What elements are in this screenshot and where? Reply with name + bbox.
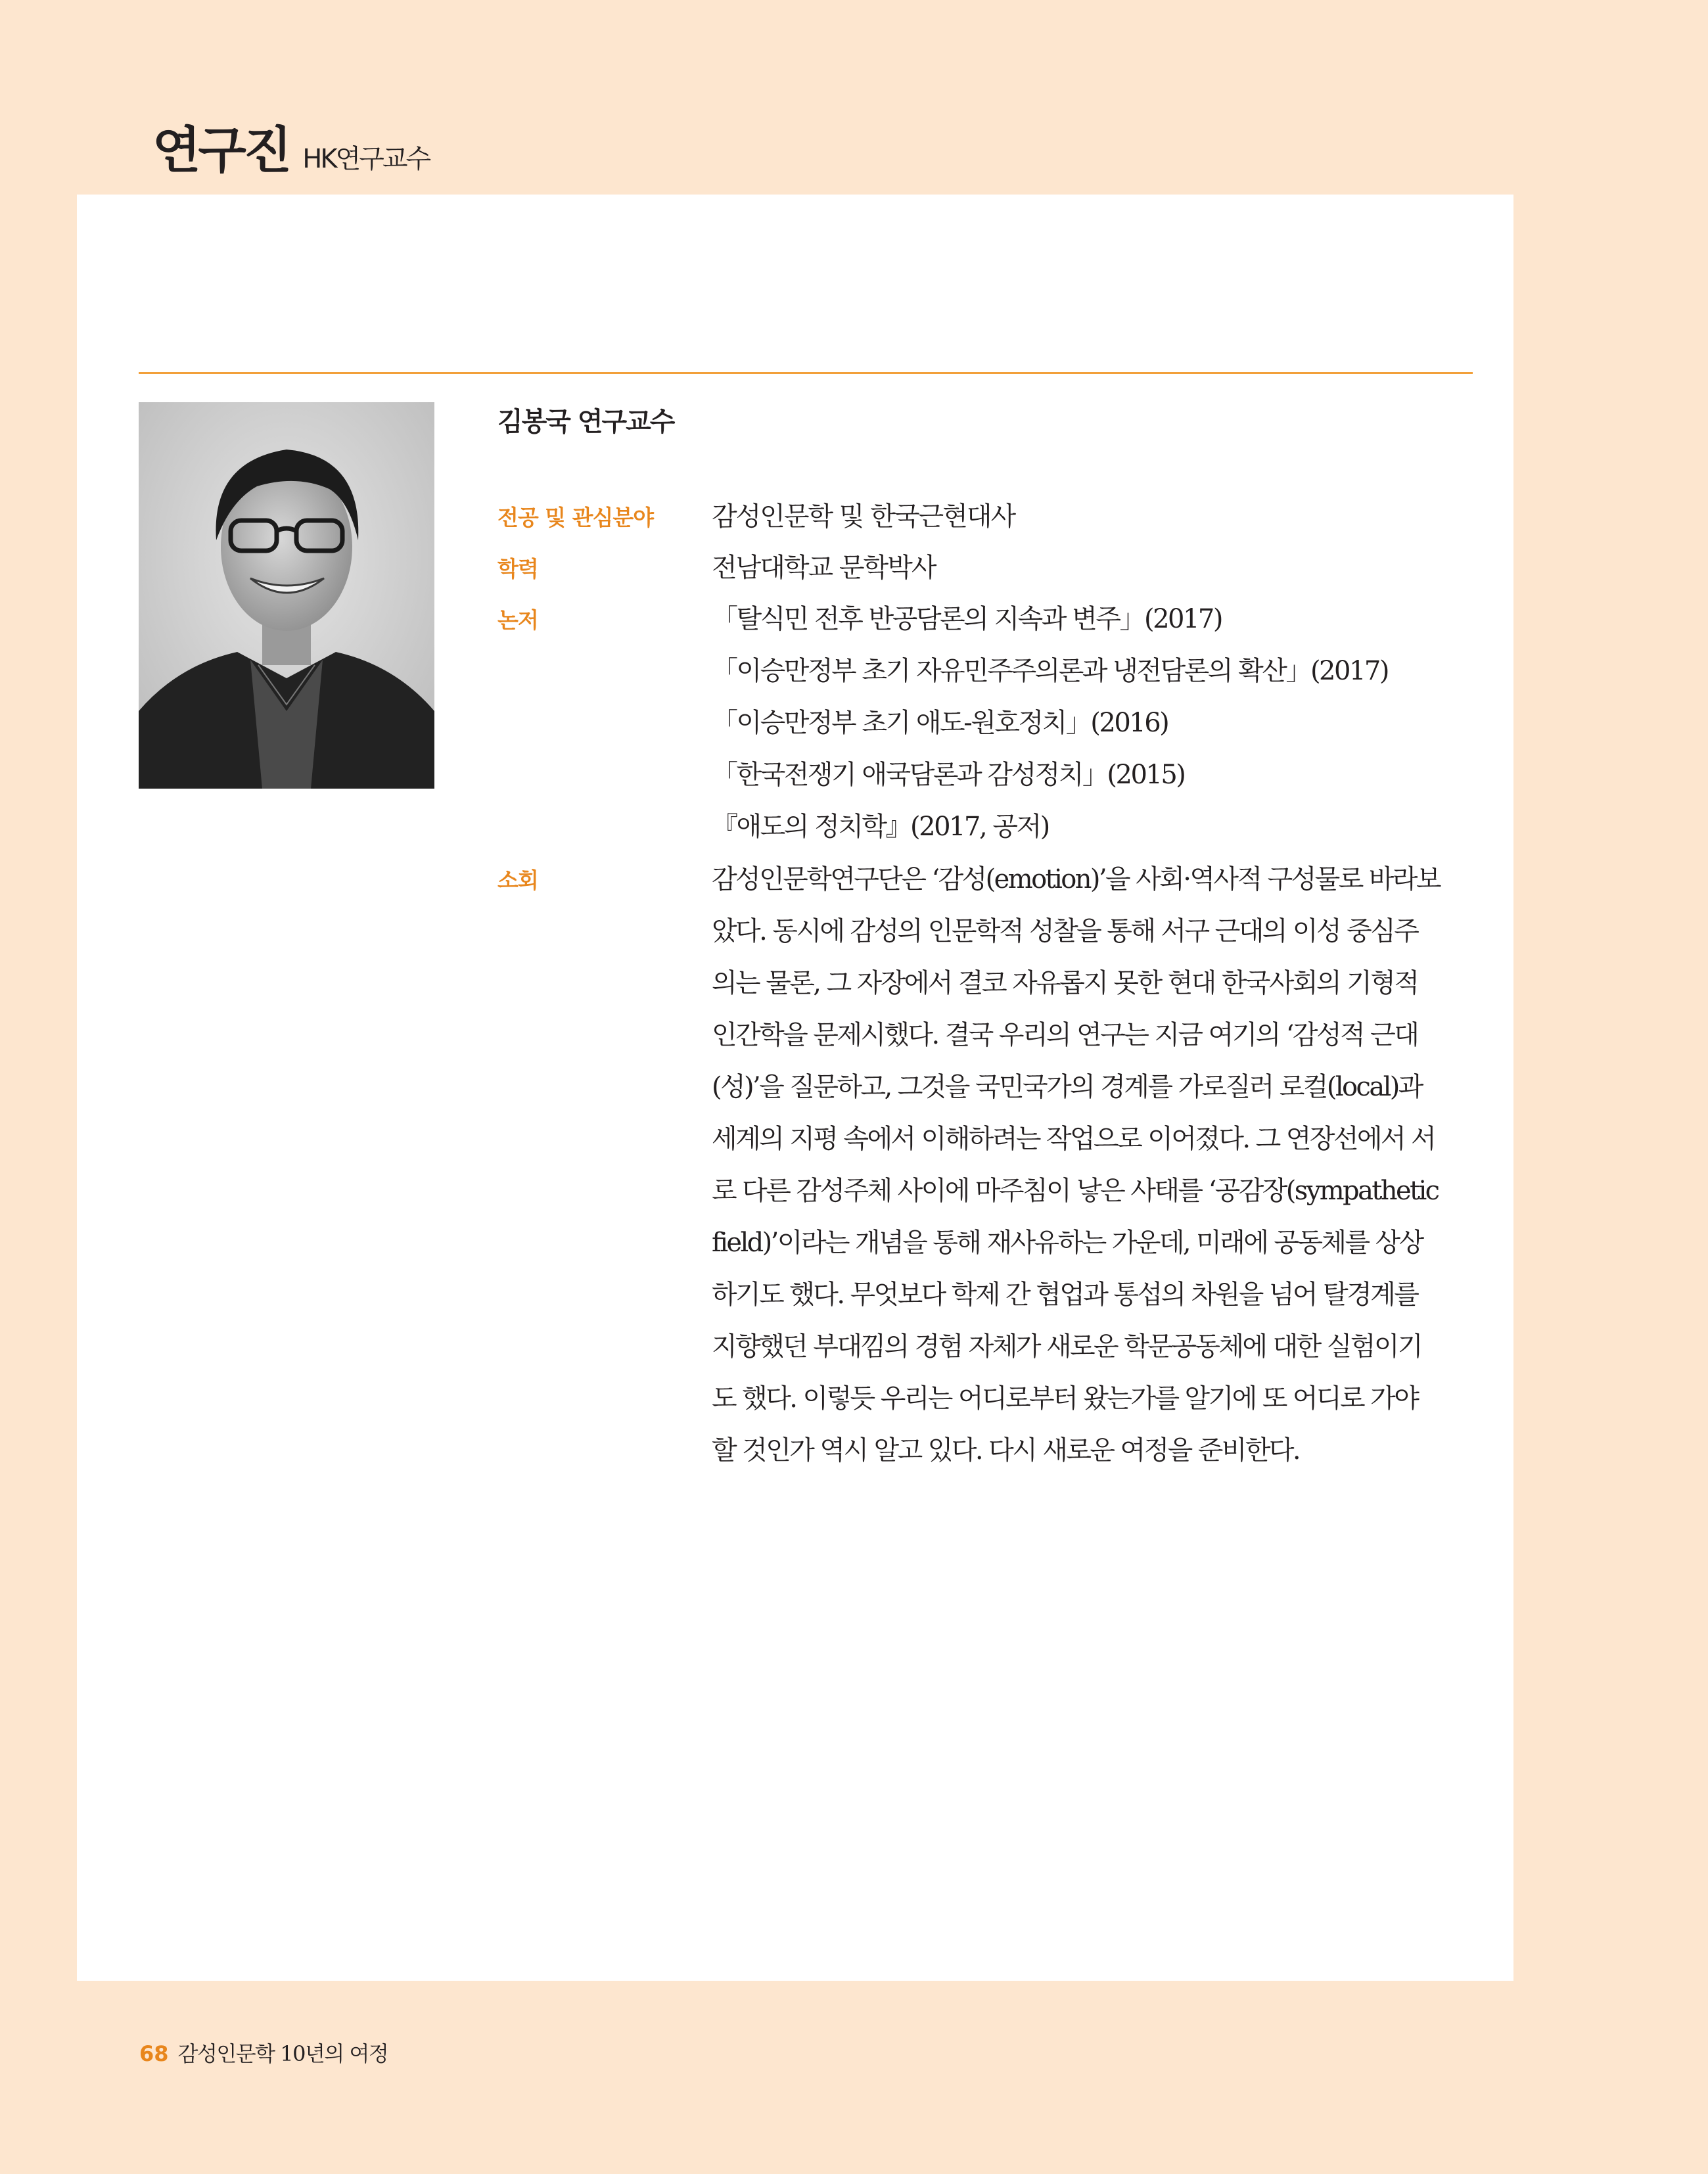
profile-photo: [139, 402, 434, 789]
intro-line: 았다. 동시에 감성의 인문학적 성찰을 통해 서구 근대의 이성 중심주: [712, 916, 1418, 946]
book-title: 감성인문학 10년의 여정: [177, 2041, 388, 2066]
intro-line: field)’이라는 개념을 통해 재사유하는 가운데, 미래에 공동체를 상상: [712, 1228, 1423, 1258]
major-value: 감성인문학 및 한국근현대사: [712, 501, 1015, 532]
intro-line: 하기도 했다. 무엇보다 학제 간 협업과 통섭의 차원을 넘어 탈경계를: [712, 1280, 1418, 1310]
intro-line: 감성인문학연구단은 ‘감성(emotion)’을 사회·역사적 구성물로 바라보: [712, 864, 1440, 894]
intro-label: 소회: [497, 867, 538, 893]
major-label: 전공 및 관심분야: [497, 505, 654, 530]
intro-line: 로 다른 감성주체 사이에 마주침이 낳은 사태를 ‘공감장(sympathetic: [712, 1176, 1439, 1206]
content-panel: [77, 195, 1513, 1981]
intro-line: 세계의 지평 속에서 이해하려는 작업으로 이어졌다. 그 연장선에서 서: [712, 1124, 1435, 1154]
divider-rule: [139, 372, 1473, 374]
publications-label: 논저: [497, 607, 538, 633]
publication-item: 『애도의 정치학』(2017, 공저): [712, 812, 1049, 842]
intro-line: 지향했던 부대낌의 경험 자체가 새로운 학문공동체에 대한 실험이기: [712, 1331, 1421, 1362]
page-title: 연구진: [152, 121, 290, 179]
researcher-name: 김봉국 연구교수: [497, 407, 674, 437]
portrait-image: [139, 402, 434, 789]
intro-line: 도 했다. 이렇듯 우리는 어디로부터 왔는가를 알기에 또 어디로 가야: [712, 1383, 1418, 1414]
publication-item: 「이승만정부 초기 자유민주주의론과 냉전담론의 확산」(2017): [712, 656, 1388, 686]
publication-item: 「한국전쟁기 애국담론과 감성정치」(2015): [712, 760, 1185, 790]
publication-item: 「이승만정부 초기 애도-원호정치」(2016): [712, 708, 1168, 738]
intro-line: 할 것인가 역시 알고 있다. 다시 새로운 여정을 준비한다.: [712, 1435, 1300, 1466]
intro-line: 인간학을 문제시했다. 결국 우리의 연구는 지금 여기의 ‘감성적 근대: [712, 1020, 1418, 1050]
page-number: 68: [139, 2041, 169, 2066]
intro-line: (성)’을 질문하고, 그것을 국민국가의 경계를 가로질러 로컬(local)과: [712, 1072, 1422, 1102]
section-title: [152, 110, 429, 182]
intro-line: 의는 물론, 그 자장에서 결코 자유롭지 못한 현대 한국사회의 기형적: [712, 968, 1418, 998]
page-subtitle: HK연구교수: [302, 144, 430, 174]
publication-item: 「탈식민 전후 반공담론의 지속과 변주」(2017): [712, 604, 1222, 634]
page-footer: [139, 2037, 388, 2068]
education-value: 전남대학교 문학박사: [712, 553, 936, 583]
education-label: 학력: [497, 556, 538, 582]
